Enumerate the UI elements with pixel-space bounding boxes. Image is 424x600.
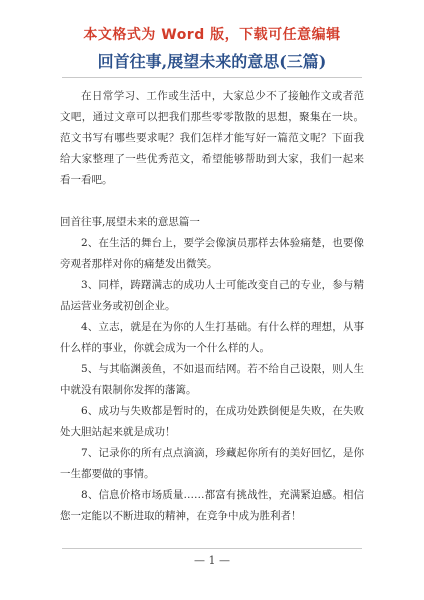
body-paragraph: 3、同样，踌躇满志的成功人士可能改变自己的专业，参与精品运营业务或初创企业。: [60, 279, 364, 312]
body-paragraph: 4、立志，就是在为你的人生打基础。有什么样的理想，从事什么样的事业，你就会成为一个什么样的人。: [60, 321, 364, 354]
body-paragraph: 2、在生活的舞台上，要学会像演员那样去体验痛楚，也要像旁观者那样对你的痛楚发出微笑。: [60, 237, 364, 270]
body-paragraph: 8、信息价格市场质量……都富有挑战性，充满紧迫感。相信您一定能以不断进取的精神，在竞争中成为胜利者！: [60, 489, 364, 522]
body-paragraph: 6、成功与失败都是暂时的，在成功处跌倒便是失败，在失败处大胆站起来就是成功！: [60, 405, 364, 438]
paragraph-spacer: [60, 191, 364, 212]
page-number: — 1 —: [194, 554, 230, 567]
body-paragraph: 5、与其临渊羡鱼，不如退而结网。若不给自己设限，则人生中就没有限制你发挥的藩篱。: [60, 363, 364, 396]
header-divider: [62, 77, 362, 78]
document-title: 回首往事,展望未来的意思(三篇): [97, 52, 327, 71]
footer-divider: [62, 548, 362, 549]
intro-paragraph: 在日常学习、工作或生活中，大家总少不了接触作文或者范文吧，通过文章可以把我们那些零零散散的思想，聚集在一块。范文书写有哪些要求呢？我们怎样才能写好一篇范文呢？下面我给大家整理了一些优秀范文，希望能够帮助到大家，我们一起来看一看吧。: [60, 90, 364, 186]
body-paragraph: 7、记录你的所有点点滴滴，珍藏起你所有的美好回忆，是你一生都要做的事情。: [60, 447, 364, 480]
section-heading: 回首往事,展望未来的意思篇一: [60, 216, 200, 228]
format-banner: 本文格式为 Word 版，下载可任意编辑: [83, 27, 341, 43]
document-body: [60, 86, 364, 527]
